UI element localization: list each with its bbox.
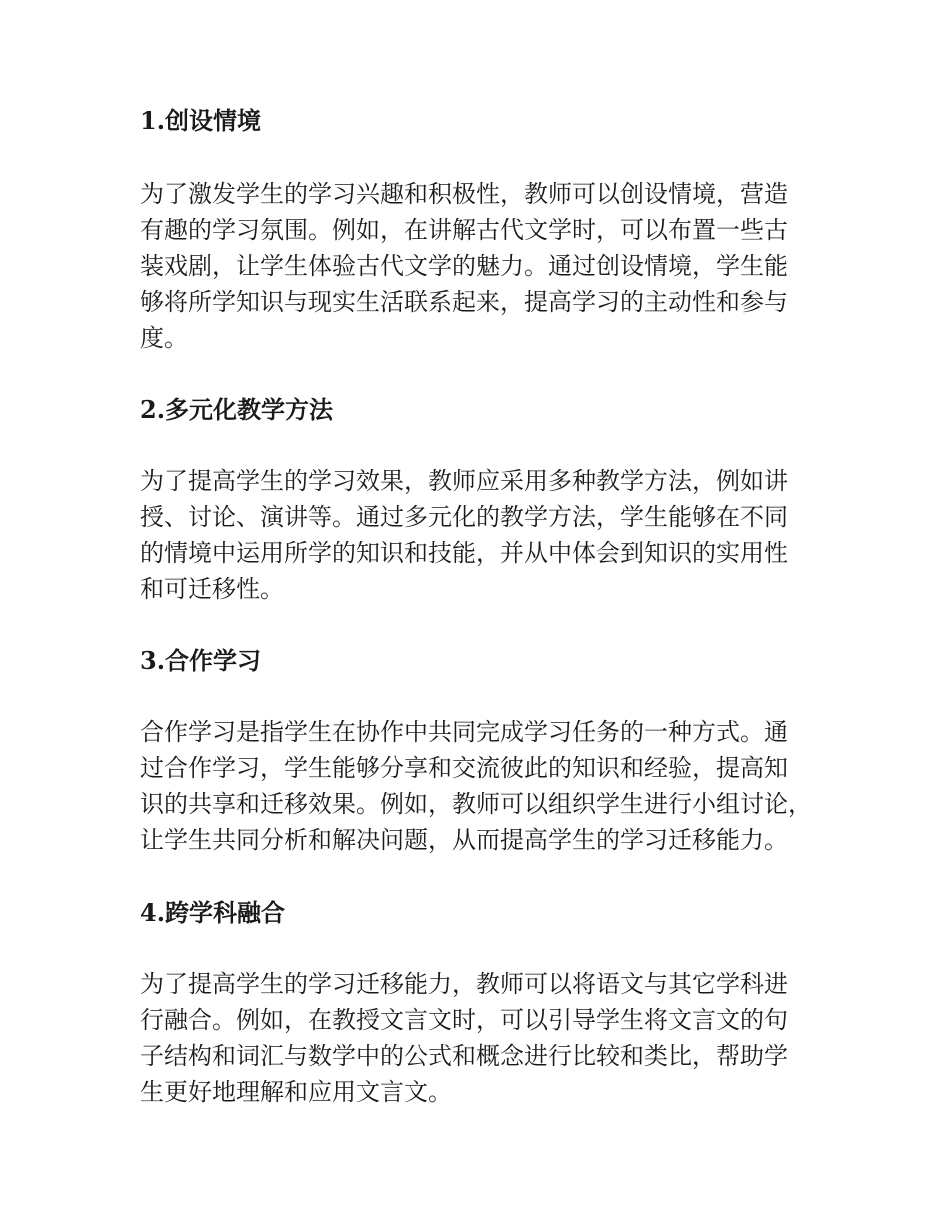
- paragraph-line: 为了提高学生的学习迁移能力，教师可以将语文与其它学科进: [140, 970, 788, 998]
- section-heading: 3.合作学习: [140, 646, 262, 675]
- paragraph-line: 有趣的学习氛围。例如，在讲解古代文学时，可以布置一些古: [140, 216, 788, 244]
- section-heading: 2.多元化教学方法: [140, 395, 334, 424]
- section-1: [140, 106, 830, 352]
- paragraph-line: 识的共享和迁移效果。例如，教师可以组织学生进行小组讨论，: [140, 790, 812, 818]
- section-heading: 1.创设情境: [140, 106, 262, 135]
- paragraph-line: 合作学习是指学生在协作中共同完成学习任务的一种方式。通: [140, 718, 788, 746]
- paragraph-line: 为了激发学生的学习兴趣和积极性，教师可以创设情境，营造: [140, 180, 788, 208]
- paragraph-line: 过合作学习，学生能够分享和交流彼此的知识和经验，提高知: [140, 754, 788, 782]
- section-4: [140, 898, 830, 1106]
- section-3: [140, 646, 830, 854]
- section-2: [140, 395, 830, 603]
- paragraph-line: 和可迁移性。: [140, 575, 284, 603]
- paragraph-line: 够将所学知识与现实生活联系起来，提高学习的主动性和参与: [140, 288, 788, 316]
- paragraph-line: 装戏剧，让学生体验古代文学的魅力。通过创设情境，学生能: [140, 252, 788, 280]
- paragraph-line: 让学生共同分析和解决问题，从而提高学生的学习迁移能力。: [140, 826, 788, 854]
- paragraph-line: 为了提高学生的学习效果，教师应采用多种教学方法，例如讲: [140, 467, 788, 495]
- section-heading: 4.跨学科融合: [140, 898, 286, 927]
- paragraph-line: 行融合。例如，在教授文言文时，可以引导学生将文言文的句: [140, 1006, 788, 1034]
- section-paragraph: [140, 714, 830, 858]
- paragraph-line: 授、讨论、演讲等。通过多元化的教学方法，学生能够在不同: [140, 503, 788, 531]
- paragraph-line: 生更好地理解和应用文言文。: [140, 1078, 452, 1106]
- paragraph-line: 度。: [140, 324, 188, 352]
- section-paragraph: [140, 463, 830, 607]
- section-paragraph: [140, 176, 830, 356]
- section-paragraph: [140, 966, 830, 1110]
- paragraph-line: 的情境中运用所学的知识和技能，并从中体会到知识的实用性: [140, 539, 788, 567]
- paragraph-line: 子结构和词汇与数学中的公式和概念进行比较和类比，帮助学: [140, 1042, 788, 1070]
